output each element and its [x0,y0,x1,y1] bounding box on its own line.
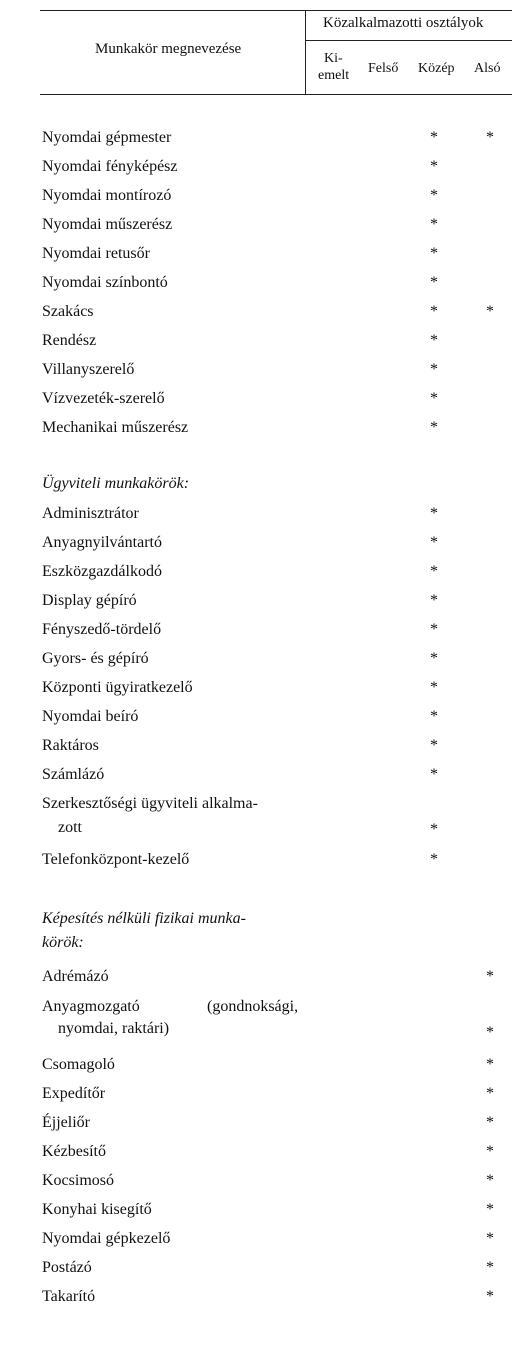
row-label: Kocsimosó [42,1172,114,1189]
table-row [42,301,512,330]
mark-also: * [486,1230,494,1247]
row-label: Szakács [42,303,94,320]
table-row [42,359,512,388]
row-label: Nyomdai beíró [42,708,139,725]
mark-also: * [486,1114,494,1131]
table-row [42,185,512,214]
column-kiemelt-line2: emelt [318,68,350,83]
row-label-part2: (gondnoksági, [207,998,299,1015]
mark-also: * [486,1085,494,1102]
column-also: Alsó [474,61,501,76]
section-title-ugyviteli: Ügyviteli munkakörök: [42,475,190,492]
row-label: Nyomdai montírozó [42,187,172,204]
table-row [42,966,512,995]
mark-kozep: * [430,650,438,667]
mark-kozep: * [430,505,438,522]
table-row [42,590,512,619]
row-label: Display gépíró [42,592,137,609]
row-label: Expedítőr [42,1085,106,1102]
table-row [42,561,512,590]
row-label: Nyomdai gépkezelő [42,1230,171,1247]
table-row [42,619,512,648]
table-row [42,677,512,706]
row-label: Számlázó [42,766,105,783]
header-bottom-rule [40,94,512,95]
table-row [42,1257,512,1286]
row-label-part1: Anyagmozgató [42,998,140,1015]
mark-also: * [486,1056,494,1073]
mark-kozep: * [430,303,438,320]
row-label: Mechanikai műszerész [42,419,189,436]
table-row [42,243,512,272]
row-label: Csomagoló [42,1056,115,1073]
row-label: Villanyszerelő [42,361,135,378]
table-row [42,417,512,446]
mark-kozep: * [430,245,438,262]
row-label-continued: zott [58,819,82,836]
table-row [42,503,512,532]
row-label: Nyomdai gépmester [42,129,172,146]
mark-kozep: * [430,592,438,609]
mark-kozep: * [430,851,438,868]
table-row [42,214,512,243]
table-row [42,706,512,735]
table-row [42,1083,512,1112]
row-label: Nyomdai fényképész [42,158,178,175]
table-row [42,793,512,849]
row-label: Eszközgazdálkodó [42,563,162,580]
column-felso: Felső [368,61,399,76]
mark-kozep: * [430,187,438,204]
table-row [42,388,512,417]
row-label: Raktáros [42,737,99,754]
mark-kozep: * [430,390,438,407]
table-row [42,532,512,561]
mark-also: * [486,303,494,320]
row-label: Nyomdai műszerész [42,216,173,233]
table-row [42,849,512,878]
row-label: Rendész [42,332,97,349]
table-row [42,1054,512,1083]
row-label: Vízvezeték-szerelő [42,390,165,407]
row-label: Szerkesztőségi ügyviteli alkalma- [42,795,258,812]
mark-kozep: * [430,563,438,580]
row-label: Telefonközpont-kezelő [42,851,190,868]
mark-also: * [486,1201,494,1218]
mark-kozep: * [430,821,438,838]
row-label-continued: nyomdai, raktári) [58,1020,170,1037]
mark-kozep: * [430,621,438,638]
table-row [42,996,512,1046]
row-label: Nyomdai színbontó [42,274,168,291]
table-row [42,648,512,677]
table-row [42,735,512,764]
row-label: Nyomdai retusőr [42,245,150,262]
mark-kozep: * [430,129,438,146]
top-rule [40,10,512,11]
mark-also: * [486,968,494,985]
section-title-line1: Képesítés nélküli fizikai munka- [42,910,246,927]
header-divider [305,10,306,94]
column-title-job: Munkakör megnevezése [95,41,242,57]
section-title-fizikai [42,908,246,951]
mark-kozep: * [430,766,438,783]
column-group-title: Közalkalmazotti osztályok [323,15,484,31]
table-row [42,127,512,156]
table-row [42,1170,512,1199]
table-row [42,1112,512,1141]
mark-also: * [486,1024,494,1041]
mark-kozep: * [430,274,438,291]
row-label: Adminisztrátor [42,505,139,522]
row-label: Adrémázó [42,968,109,985]
mark-kozep: * [430,419,438,436]
mark-also: * [486,1259,494,1276]
row-label: Postázó [42,1259,92,1276]
mark-also: * [486,129,494,146]
row-label: Kézbesítő [42,1143,106,1160]
table-row [42,330,512,359]
row-label: Gyors- és gépíró [42,650,149,667]
mark-also: * [486,1288,494,1305]
mark-kozep: * [430,737,438,754]
table-row [42,156,512,185]
table-row [42,1228,512,1257]
mark-also: * [486,1172,494,1189]
column-kiemelt-line1: Ki- [324,51,343,66]
row-label: Fényszedő-tördelő [42,621,162,638]
column-kozep: Közép [418,61,455,76]
mark-kozep: * [430,534,438,551]
section-title-line2: körök: [42,934,84,951]
row-label: Éjjeliőr [42,1114,90,1131]
mark-kozep: * [430,679,438,696]
mark-kozep: * [430,708,438,725]
row-label: Konyhai kisegítő [42,1201,152,1218]
table-row [42,1141,512,1170]
mark-kozep: * [430,332,438,349]
table-row [42,272,512,301]
mark-kozep: * [430,158,438,175]
table-row [42,1199,512,1228]
table-row [42,1286,512,1315]
row-label: Anyagnyilvántartó [42,534,162,551]
group-rule [306,40,512,41]
row-label: Központi ügyiratkezelő [42,679,193,696]
mark-also: * [486,1143,494,1160]
mark-kozep: * [430,216,438,233]
row-label: Takarító [42,1288,96,1305]
mark-kozep: * [430,361,438,378]
table-row [42,764,512,793]
